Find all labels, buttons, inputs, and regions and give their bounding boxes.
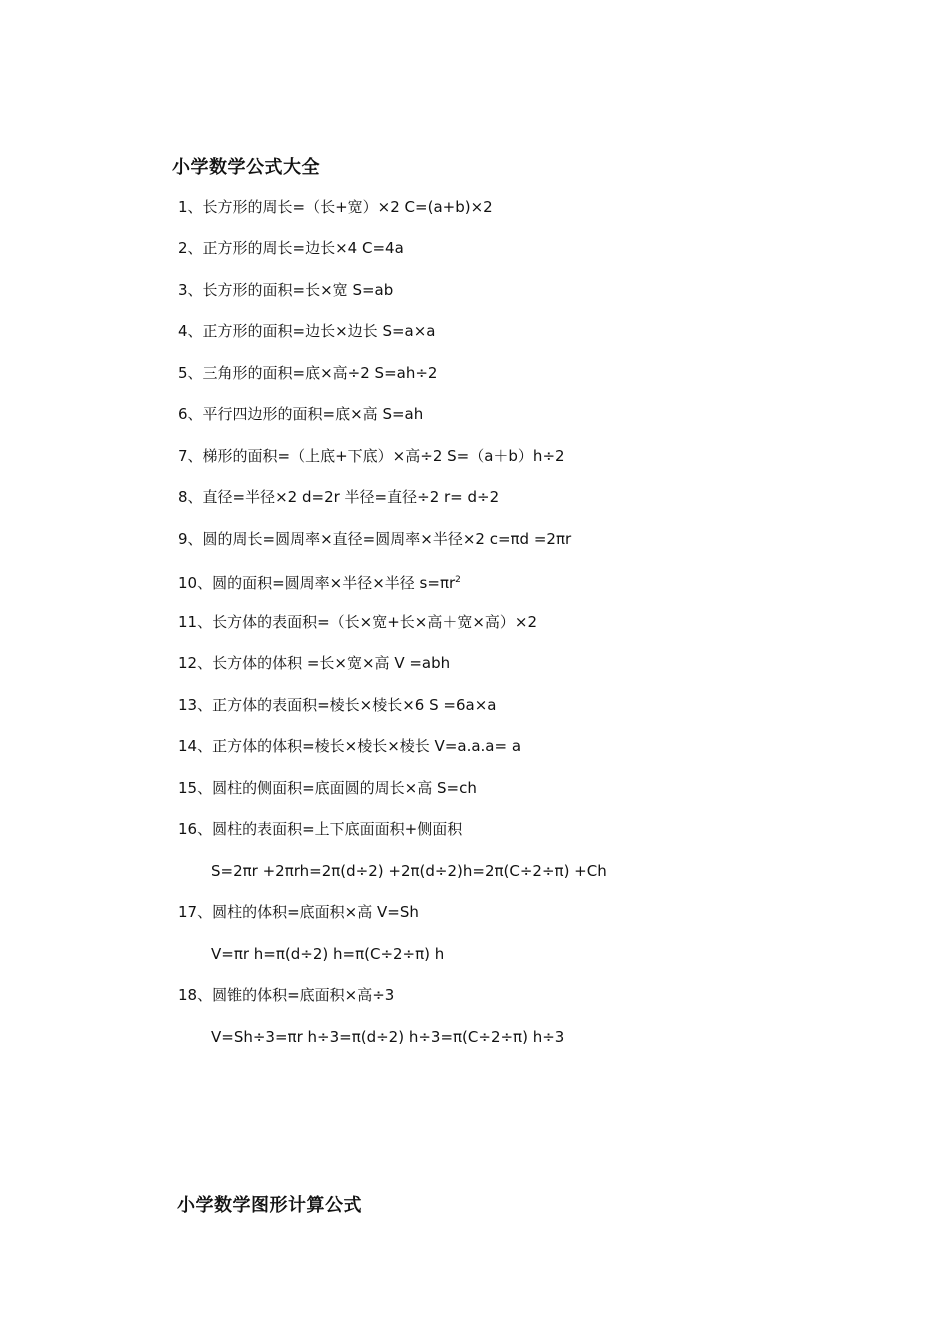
formula-line-2: 2、正方形的周长=边长×4 C=4a <box>178 239 404 257</box>
section-title: 小学数学图形计算公式 <box>177 1195 362 1216</box>
formula-line-17-detail: V=πr h=π(d÷2) h=π(C÷2÷π) h <box>211 945 445 963</box>
formula-line-5: 5、三角形的面积=底×高÷2 S=ah÷2 <box>178 364 438 382</box>
document-title: 小学数学公式大全 <box>172 157 320 178</box>
formula-line-3: 3、长方形的面积=长×宽 S=ab <box>178 281 394 299</box>
formula-line-1: 1、长方形的周长=（长+宽）×2 C=(a+b)×2 <box>178 198 493 216</box>
formula-line-16: 16、圆柱的表面积=上下底面面积+侧面积 <box>178 820 463 838</box>
formula-line-11: 11、长方体的表面积=（长×宽+长×高＋宽×高）×2 <box>178 613 538 631</box>
superscript-two: 2 <box>455 575 461 585</box>
formula-line-18: 18、圆锥的体积=底面积×高÷3 <box>178 986 395 1004</box>
formula-line-18-detail: V=Sh÷3=πr h÷3=π(d÷2) h÷3=π(C÷2÷π) h÷3 <box>211 1028 565 1046</box>
formula-line-8: 8、直径=半径×2 d=2r 半径=直径÷2 r= d÷2 <box>178 488 500 506</box>
formula-line-17: 17、圆柱的体积=底面积×高 V=Sh <box>178 903 419 921</box>
formula-line-16-detail: S=2πr +2πrh=2π(d÷2) +2π(d÷2)h=2π(C÷2÷π) +Ch <box>211 862 607 880</box>
formula-line-10-text: 10、圆的面积=圆周率×半径×半径 s=πr <box>178 574 456 592</box>
formula-line-7: 7、梯形的面积=（上底+下底）×高÷2 S=（a＋b）h÷2 <box>178 447 565 465</box>
formula-line-13: 13、正方体的表面积=棱长×棱长×6 S =6a×a <box>178 696 497 714</box>
formula-line-6: 6、平行四边形的面积=底×高 S=ah <box>178 405 424 423</box>
formula-line-12: 12、长方体的体积 =长×宽×高 V =abh <box>178 654 451 672</box>
formula-line-9: 9、圆的周长=圆周率×直径=圆周率×半径×2 c=πd =2πr <box>178 530 572 548</box>
formula-line-4: 4、正方形的面积=边长×边长 S=a×a <box>178 322 436 340</box>
formula-line-14: 14、正方体的体积=棱长×棱长×棱长 V=a.a.a= a <box>178 737 522 755</box>
formula-line-10 <box>178 570 461 593</box>
formula-line-15: 15、圆柱的侧面积=底面圆的周长×高 S=ch <box>178 779 477 797</box>
